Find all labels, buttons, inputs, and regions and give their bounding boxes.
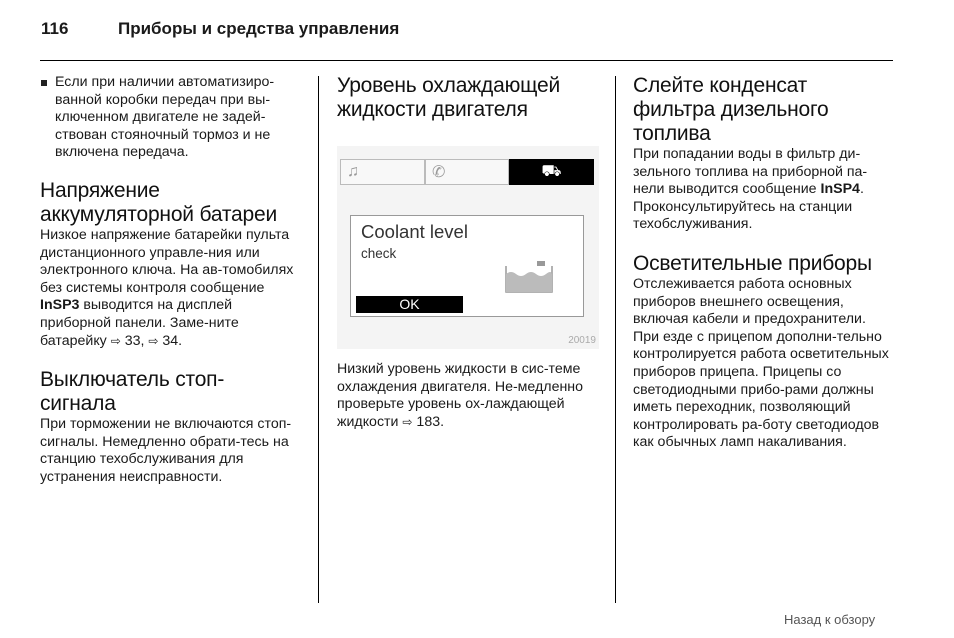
page-ref-arrow-icon[interactable]: ⇨ xyxy=(402,414,413,429)
brake-text: При торможении не включаются стоп-сигналы. Немедленно обрати-тесь на станцию техобслуживания для устранения неисправности. xyxy=(40,416,292,485)
column-1 xyxy=(40,74,302,487)
bullet-item xyxy=(40,74,302,162)
lighting-heading: Осветительные приборы xyxy=(633,251,872,275)
page-ref-arrow-icon[interactable]: ⇨ xyxy=(148,333,159,348)
condensate-heading-line1: Слейте конденсат xyxy=(633,74,808,97)
bullet-square-icon xyxy=(41,80,47,86)
coolant-tank-icon xyxy=(504,258,554,294)
battery-heading-line1: Напряжение xyxy=(40,178,160,202)
figure-number: 20019 xyxy=(568,335,596,346)
chapter-title: Приборы и средства управления xyxy=(118,19,400,38)
header-rule xyxy=(40,60,893,61)
battery-text: Низкое напряжение батарейки пульта дистанционного управле-ния или электронного ключа. На ав-томобилях без системы контроля сообщение InSP3 выводится на дисплей приборной панели. Заме-ните батарейку ⇨ 33, ⇨ 34. xyxy=(40,226,294,349)
condensate-heading-line2: фильтра дизельного xyxy=(633,98,829,121)
display-tabs xyxy=(340,159,594,185)
column-divider-1 xyxy=(318,76,319,603)
tab-audio[interactable] xyxy=(340,159,425,185)
condensate-text: При попадании воды в фильтр ди-зельного топлива на приборной па-нели выводится сообщение InSP4. Проконсультируйтесь на станции техобслуживания. xyxy=(633,146,868,233)
coolant-heading-line1: Уровень охлаждающей xyxy=(337,74,560,97)
message-screen xyxy=(350,215,584,317)
section-battery xyxy=(40,179,302,350)
brake-heading-line1: Выключатель стоп- xyxy=(40,368,225,392)
page-ref-arrow-icon[interactable]: ⇨ xyxy=(110,333,121,348)
brake-heading-line2: сигнала xyxy=(40,392,116,416)
condensate-heading-line3: топлива xyxy=(633,122,711,145)
phone-icon: ✆ xyxy=(432,164,446,181)
coolant-text: Низкий уровень жидкости в сис-теме охлаждения двигателя. Не-медленно проверьте уровень ох-лаждающей жидкости ⇨ 183. xyxy=(337,361,584,430)
column-divider-2 xyxy=(615,76,616,603)
section-brake xyxy=(40,368,302,486)
back-to-overview-link[interactable]: Назад к обзору xyxy=(784,612,876,627)
code-insp4: InSP4 xyxy=(820,181,860,198)
tab-phone[interactable] xyxy=(425,159,509,185)
car-icon: ⛟ xyxy=(541,163,562,180)
ok-button[interactable]: OK xyxy=(356,296,463,313)
screen-subtitle: check xyxy=(361,246,397,261)
column-3 xyxy=(633,74,895,452)
section-lighting xyxy=(633,252,895,452)
coolant-display-figure xyxy=(337,146,599,349)
section-condensate xyxy=(633,74,895,234)
coolant-heading-line2: жидкости двигателя xyxy=(337,98,528,121)
screen-title: Coolant level xyxy=(361,221,468,242)
bullet-text: Если при наличии автоматизиро-ванной коробки передач при вы-ключенном двигателе не задей-ствован стояночный тормоз и не включена передача. xyxy=(55,74,275,161)
column-2 xyxy=(337,74,599,122)
music-icon: ♫ xyxy=(347,163,359,180)
tab-vehicle[interactable] xyxy=(509,159,594,185)
coolant-text-block xyxy=(337,361,599,431)
code-insp3: InSP3 xyxy=(40,297,80,314)
page-number: 116 xyxy=(41,19,69,38)
lighting-text: Отслеживается работа основных приборов внешнего освещения, включая кабели и предохранители. При езде с прицепом дополни-тельно контролируется работа осветительных приборов прицепа. Прицепы со светодиодными прибо-рами должны иметь переходник, позволяющий контролировать ра-боту светодиодов как обычных ламп накаливания. xyxy=(633,275,889,451)
battery-heading-line2: аккумуляторной батареи xyxy=(40,202,277,226)
